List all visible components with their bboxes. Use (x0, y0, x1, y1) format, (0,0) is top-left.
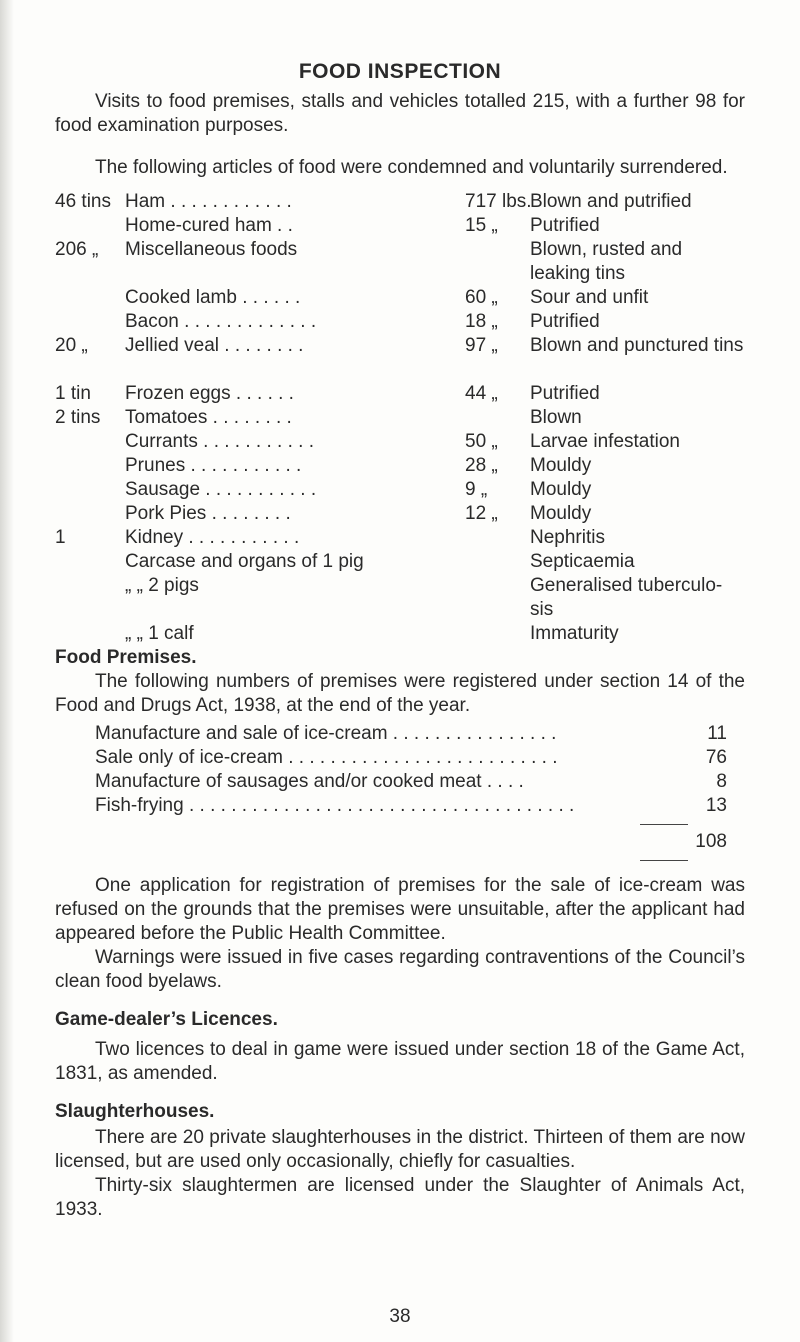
premises-table (55, 722, 745, 818)
condemned-condition: Blown and punctured tins (530, 335, 744, 356)
condemned-qty: 20 „ (55, 335, 88, 356)
premises-label: Fish-frying . . . . . . . . . . . . . . . . . . . . . . . . . . . . . . . . . . . . . (95, 795, 575, 816)
condemned-row (55, 334, 745, 382)
condemned-item: Carcase and organs of 1 pig (125, 551, 364, 572)
condemned-qty: 1 tin (55, 383, 91, 404)
condemned-row (55, 286, 745, 310)
condemned-qty: 2 tins (55, 407, 101, 428)
condemned-condition: Mouldy (530, 479, 592, 500)
condemned-condition: Immaturity (530, 623, 619, 644)
food-premises-heading: Food Premises. (55, 647, 197, 668)
condemned-item: Home-cured ham . . (125, 215, 293, 236)
condemned-condition: Putrified (530, 383, 600, 404)
condemned-amount: 50 „ (465, 431, 498, 452)
slaughter-paragraph-2: Thirty-six slaughtermen are licensed under the Slaughter of Animals Act, 1933. (55, 1175, 745, 1220)
premises-row (95, 722, 745, 746)
premises-count: 76 (705, 747, 727, 768)
premises-label: Manufacture of sausages and/or cooked meat . . . . (95, 771, 524, 792)
slaughter-paragraph-1: There are 20 private slaughterhouses in the district. Thirteen of them are now licensed, but are used only occasionally, chiefly for casualties. (55, 1127, 745, 1172)
condemned-condition: Nephritis (530, 527, 605, 548)
condemned-item: Ham . . . . . . . . . . . . (125, 191, 292, 212)
condemned-item: Frozen eggs . . . . . . (125, 383, 294, 404)
condemned-item: Kidney . . . . . . . . . . . (125, 527, 300, 548)
condemned-row (55, 238, 745, 286)
condemned-amount: 15 „ (465, 215, 498, 236)
condemned-condition: Larvae infestation (530, 431, 680, 452)
condemned-condition: Mouldy (530, 455, 592, 476)
page-binding-edge (0, 0, 14, 1342)
condemned-qty: 1 (55, 527, 66, 548)
condemned-row (55, 190, 745, 214)
condemned-item: Prunes . . . . . . . . . . . (125, 455, 302, 476)
warnings-paragraph: Warnings were issued in five cases regarding contraventions of the Council’s clean food byelaws. (55, 947, 745, 992)
premises-total-row (55, 830, 745, 854)
condemned-item: Jellied veal . . . . . . . . (125, 335, 304, 356)
condemned-amount: 717 lbs. (465, 191, 532, 212)
condemned-amount: 18 „ (465, 311, 498, 332)
premises-intro: The following numbers of premises were registered under section 14 of the Food and Drugs Act, 1938, at the end of the year. (55, 671, 745, 716)
condemned-row (55, 406, 745, 430)
page-number: 38 (389, 1306, 411, 1327)
document-page (55, 60, 745, 1222)
premises-total: 108 (695, 831, 727, 852)
condemned-condition: Sour and unfit (530, 287, 649, 308)
condemned-item: Sausage . . . . . . . . . . . (125, 479, 317, 500)
condemned-intro: The following articles of food were condemned and voluntarily surrendered. (95, 157, 728, 178)
page-title: FOOD INSPECTION (298, 60, 502, 83)
condemned-condition: Septicaemia (530, 551, 635, 572)
total-rule (55, 818, 745, 830)
condemned-item: Pork Pies . . . . . . . . (125, 503, 291, 524)
condemned-item: Bacon . . . . . . . . . . . . . (125, 311, 317, 332)
condemned-row (55, 550, 745, 574)
game-paragraph: Two licences to deal in game were issued under section 18 of the Game Act, 1831, as amended. (55, 1039, 745, 1084)
condemned-condition: Putrified (530, 215, 600, 236)
condemned-condition: Blown and putrified (530, 191, 692, 212)
premises-label: Manufacture and sale of ice-cream . . . . . . . . . . . . . . . . (95, 723, 557, 744)
condemned-row (55, 574, 745, 622)
condemned-amount: 12 „ (465, 503, 498, 524)
condemned-item: Cooked lamb . . . . . . (125, 287, 301, 308)
condemned-amount: 9 „ (465, 479, 488, 500)
premises-count: 13 (705, 795, 727, 816)
condemned-row (55, 478, 745, 502)
slaughterhouses-heading: Slaughterhouses. (55, 1101, 215, 1122)
condemned-row (55, 502, 745, 526)
condemned-item: „ „ 2 pigs (125, 575, 199, 596)
premises-row (95, 770, 745, 794)
premises-count: 11 (707, 723, 727, 744)
condemned-condition: Putrified (530, 311, 600, 332)
condemned-condition: Blown (530, 407, 582, 428)
condemned-amount: 28 „ (465, 455, 498, 476)
condemned-condition: Mouldy (530, 503, 592, 524)
condemned-item: Miscellaneous foods (125, 239, 298, 260)
total-rule-bottom (55, 854, 745, 866)
condemned-condition: Generalised tuberculo-sis (530, 575, 723, 620)
game-licences-heading: Game-dealer’s Licences. (55, 1009, 278, 1030)
intro-paragraph: Visits to food premises, stalls and vehicles totalled 215, with a further 98 for food examination purposes. (55, 91, 745, 136)
condemned-amount: 44 „ (465, 383, 498, 404)
condemned-qty: 206 „ (55, 239, 99, 260)
condemned-item: Currants . . . . . . . . . . . (125, 431, 314, 452)
condemned-row (55, 454, 745, 478)
premises-row (95, 794, 745, 818)
condemned-row (55, 526, 745, 550)
condemned-amount: 60 „ (465, 287, 498, 308)
condemned-row (55, 622, 745, 646)
premises-count: 8 (716, 771, 727, 792)
condemned-amount: 97 „ (465, 335, 498, 356)
condemned-row (55, 310, 745, 334)
condemned-item: „ „ 1 calf (125, 623, 194, 644)
condemned-row (55, 430, 745, 454)
refusal-paragraph: One application for registration of premises for the sale of ice-cream was refused on the grounds that the premises were unsuitable, after the applicant had appeared before the Public Health Committee. (55, 875, 745, 944)
condemned-item: Tomatoes . . . . . . . . (125, 407, 292, 428)
premises-row (95, 746, 745, 770)
condemned-row (55, 214, 745, 238)
condemned-condition: Blown, rusted and leaking tins (530, 239, 683, 284)
condemned-row (55, 382, 745, 406)
condemned-qty: 46 tins (55, 191, 111, 212)
premises-label: Sale only of ice-cream . . . . . . . . . . . . . . . . . . . . . . . . . . (95, 747, 558, 768)
condemned-food-table (55, 190, 745, 646)
